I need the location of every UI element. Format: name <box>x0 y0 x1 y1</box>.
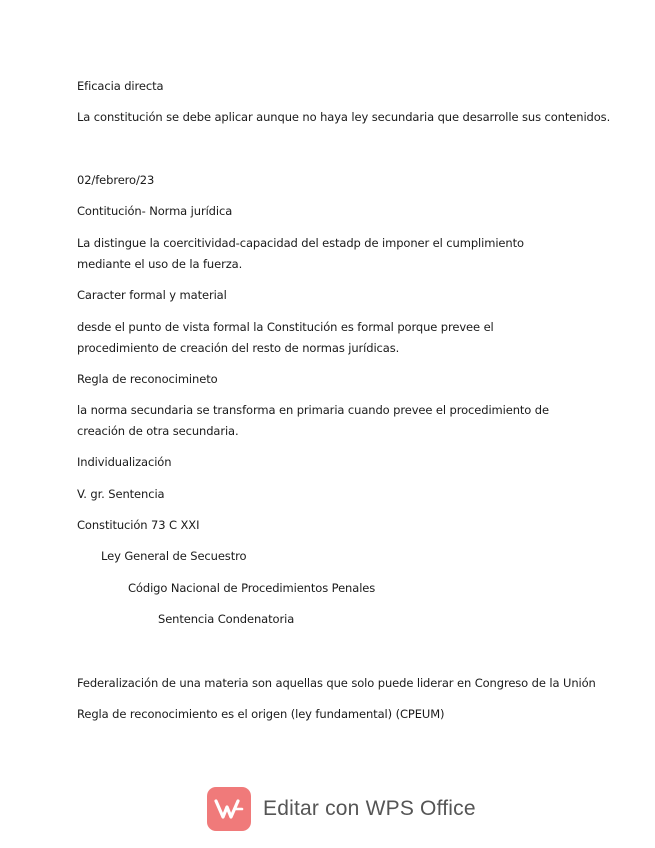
paragraph-codigo-nacional: Código Nacional de Procedimientos Penales <box>128 581 376 595</box>
wps-edit-label[interactable]: Editar con WPS Office <box>263 797 476 820</box>
paragraph-aplicacion-constitucion: La constitución se debe aplicar aunque no haya ley secundaria que desarrolle sus contenidos. <box>77 110 611 124</box>
paragraph-punto-de-vista-formal: desde el punto de vista formal la Constitución es formal porque prevee el procedimiento de creación del resto de normas jurídicas. <box>77 320 494 355</box>
paragraph-coercitividad: La distingue la coercitividad-capacidad del estadp de imponer el cumplimiento mediante el uso de la fuerza. <box>77 236 524 271</box>
paragraph-norma-juridica: Contitución- Norma jurídica <box>77 204 233 218</box>
paragraph-regla-origen: Regla de reconocimiento es el origen (ley fundamental) (CPEUM) <box>77 707 445 721</box>
wps-w-glyph-icon <box>214 798 244 820</box>
wps-footer-banner[interactable] <box>207 786 476 832</box>
paragraph-federalizacion: Federalización de una materia son aquellas que solo puede liderar en Congreso de la Unión <box>77 676 596 690</box>
paragraph-sentencia-condenatoria: Sentencia Condenatoria <box>158 612 295 626</box>
wps-logo-icon <box>207 787 251 831</box>
paragraph-date: 02/febrero/23 <box>77 173 155 187</box>
paragraph-sentencia: V. gr. Sentencia <box>77 487 165 501</box>
paragraph-regla-reconocimiento-title: Regla de reconocimineto <box>77 372 218 386</box>
paragraph-norma-secundaria: la norma secundaria se transforma en primaria cuando prevee el procedimiento de creación de otra secundaria. <box>77 403 549 438</box>
paragraph-individualizacion: Individualización <box>77 455 172 469</box>
paragraph-constitucion-73: Constitución 73 C XXI <box>77 518 200 532</box>
paragraph-eficacia-directa: Eficacia directa <box>77 79 164 93</box>
paragraph-caracter-formal: Caracter formal y material <box>77 288 227 302</box>
paragraph-ley-general: Ley General de Secuestro <box>101 549 247 563</box>
